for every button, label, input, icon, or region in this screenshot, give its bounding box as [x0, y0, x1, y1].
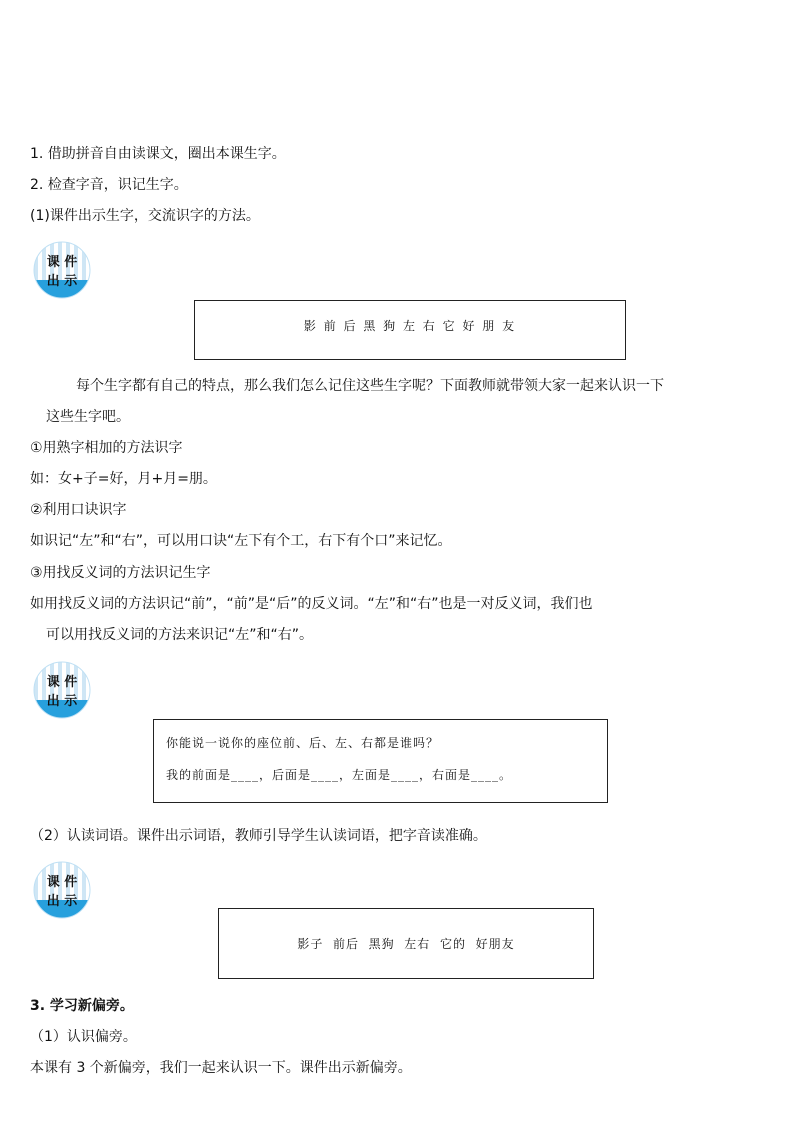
step-2-2: （2）认读词语。课件出示词语，教师引导学生认读词语，把字音读准确。	[30, 828, 487, 844]
new-characters-box	[194, 300, 626, 360]
method-3-line-1: 如用找反义词的方法识记“前”，“前”是“后”的反义词。“左”和“右”也是一对反义词，我们也	[30, 596, 593, 612]
step-2-1: (1)课件出示生字，交流识字的方法。	[30, 208, 260, 224]
method-3-title: ③用找反义词的方法识记生字	[30, 565, 211, 581]
words: 影子 前后 黑狗 左右 它的 好朋友	[297, 937, 515, 951]
new-characters: 影 前 后 黑 狗 左 右 它 好 朋 友	[303, 319, 517, 333]
badge-line-1: 课 件	[46, 255, 78, 270]
intro-line-1: 每个生字都有自己的特点，那么我们怎么记住这些生字呢？下面教师就带领大家一起来认识一下	[76, 378, 664, 394]
courseware-badge-icon	[32, 860, 92, 920]
badge-line-1: 课 件	[46, 875, 78, 890]
courseware-badge-icon	[32, 660, 92, 720]
seat-answer-template: 我的前面是____，后面是____，左面是____，右面是____。	[166, 768, 513, 782]
method-2-title: ②利用口诀识字	[30, 502, 127, 518]
step-2: 2. 检查字音，识记生字。	[30, 177, 188, 193]
step-3: 3. 学习新偏旁。	[30, 998, 134, 1014]
words-box	[218, 908, 594, 979]
intro-line-2: 这些生字吧。	[46, 409, 130, 425]
step-3-text: 本课有 3 个新偏旁，我们一起来认识一下。课件出示新偏旁。	[30, 1060, 412, 1076]
step-3-1: （1）认识偏旁。	[30, 1029, 137, 1045]
step-1: 1. 借助拼音自由读课文，圈出本课生字。	[30, 146, 286, 162]
badge-line-1: 课 件	[46, 675, 78, 690]
badge-line-2: 出 示	[46, 274, 78, 289]
method-1-title: ①用熟字相加的方法识字	[30, 440, 183, 456]
method-1-example: 如：女+子=好，月+月=朋。	[30, 471, 217, 487]
badge-line-2: 出 示	[46, 694, 78, 709]
method-3-line-2: 可以用找反义词的方法来识记“左”和“右”。	[46, 627, 314, 643]
method-2-example: 如识记“左”和“右”，可以用口诀“左下有个工，右下有个口”来记忆。	[30, 533, 452, 549]
seat-question: 你能说一说你的座位前、后、左、右都是谁吗？	[166, 736, 440, 750]
courseware-badge-icon	[32, 240, 92, 300]
badge-line-2: 出 示	[46, 894, 78, 909]
seat-question-box	[153, 719, 608, 803]
